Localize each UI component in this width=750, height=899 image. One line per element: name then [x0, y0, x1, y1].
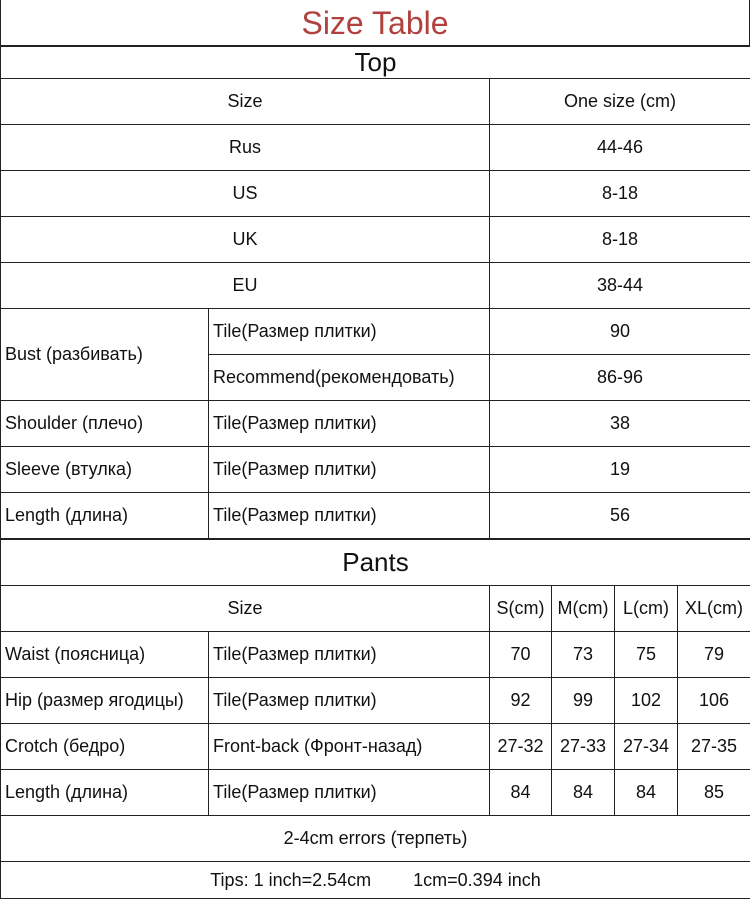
pants-value: 27-34: [615, 724, 678, 770]
table-row: [1, 493, 750, 539]
bust-recommend-label: Recommend(рекомендовать): [209, 355, 490, 401]
pants-value: 75: [615, 632, 678, 678]
measure-sub: Tile(Размер плитки): [209, 493, 490, 539]
page-title: Size Table: [0, 0, 750, 46]
top-size-label: Size: [1, 79, 490, 125]
errors-note: 2-4cm errors (терпеть): [1, 816, 750, 862]
table-row: [1, 171, 750, 217]
region-value: 38-44: [490, 263, 750, 309]
table-row: [1, 401, 750, 447]
measure-sub: Tile(Размер плитки): [209, 401, 490, 447]
region-label: UK: [1, 217, 490, 263]
pants-value: 92: [490, 678, 552, 724]
pants-column-header: XL(cm): [678, 586, 750, 632]
pants-value: 27-32: [490, 724, 552, 770]
bust-recommend-value: 86-96: [490, 355, 750, 401]
pants-value: 99: [552, 678, 615, 724]
top-size-value-header: One size (cm): [490, 79, 750, 125]
region-value: 8-18: [490, 217, 750, 263]
pants-value: 27-35: [678, 724, 750, 770]
table-row: [1, 217, 750, 263]
pants-measure-label: Hip (размер ягодицы): [1, 678, 209, 724]
measure-value: 19: [490, 447, 750, 493]
pants-column-header: L(cm): [615, 586, 678, 632]
pants-measure-label: Waist (поясница): [1, 632, 209, 678]
measure-value: 38: [490, 401, 750, 447]
top-size-table: [0, 46, 750, 539]
pants-measure-sub: Front-back (Фронт-назад): [209, 724, 490, 770]
pants-column-header: S(cm): [490, 586, 552, 632]
pants-value: 106: [678, 678, 750, 724]
measure-label: Sleeve (втулка): [1, 447, 209, 493]
region-label: US: [1, 171, 490, 217]
bust-tile-label: Tile(Размер плитки): [209, 309, 490, 355]
pants-column-header: M(cm): [552, 586, 615, 632]
region-label: EU: [1, 263, 490, 309]
measure-value: 56: [490, 493, 750, 539]
table-row: [1, 125, 750, 171]
pants-measure-sub: Tile(Размер плитки): [209, 770, 490, 816]
tips-cm: 1cm=0.394 inch: [413, 870, 541, 890]
bust-label: Bust (разбивать): [1, 309, 209, 401]
table-row: [1, 447, 750, 493]
pants-measure-label: Crotch (бедро): [1, 724, 209, 770]
pants-value: 84: [615, 770, 678, 816]
pants-measure-sub: Tile(Размер плитки): [209, 632, 490, 678]
measure-sub: Tile(Размер плитки): [209, 447, 490, 493]
pants-value: 79: [678, 632, 750, 678]
bust-tile-value: 90: [490, 309, 750, 355]
measure-label: Shoulder (плечо): [1, 401, 209, 447]
pants-value: 70: [490, 632, 552, 678]
tips-inch: Tips: 1 inch=2.54cm: [210, 870, 371, 890]
pants-measure-sub: Tile(Размер плитки): [209, 678, 490, 724]
pants-value: 73: [552, 632, 615, 678]
table-row: [1, 724, 750, 770]
region-value: 44-46: [490, 125, 750, 171]
table-row: [1, 309, 750, 355]
pants-size-label: Size: [1, 586, 490, 632]
pants-section-heading: Pants: [1, 540, 750, 586]
measure-label: Length (длина): [1, 493, 209, 539]
pants-measure-label: Length (длина): [1, 770, 209, 816]
pants-value: 102: [615, 678, 678, 724]
table-row: [1, 678, 750, 724]
top-section-heading: Top: [1, 47, 750, 79]
region-value: 8-18: [490, 171, 750, 217]
table-row: [1, 263, 750, 309]
tips-note: [1, 862, 750, 899]
table-row: [1, 632, 750, 678]
pants-value: 85: [678, 770, 750, 816]
table-row: [1, 770, 750, 816]
pants-value: 84: [490, 770, 552, 816]
pants-value: 84: [552, 770, 615, 816]
region-label: Rus: [1, 125, 490, 171]
pants-value: 27-33: [552, 724, 615, 770]
pants-size-table: [0, 539, 750, 899]
